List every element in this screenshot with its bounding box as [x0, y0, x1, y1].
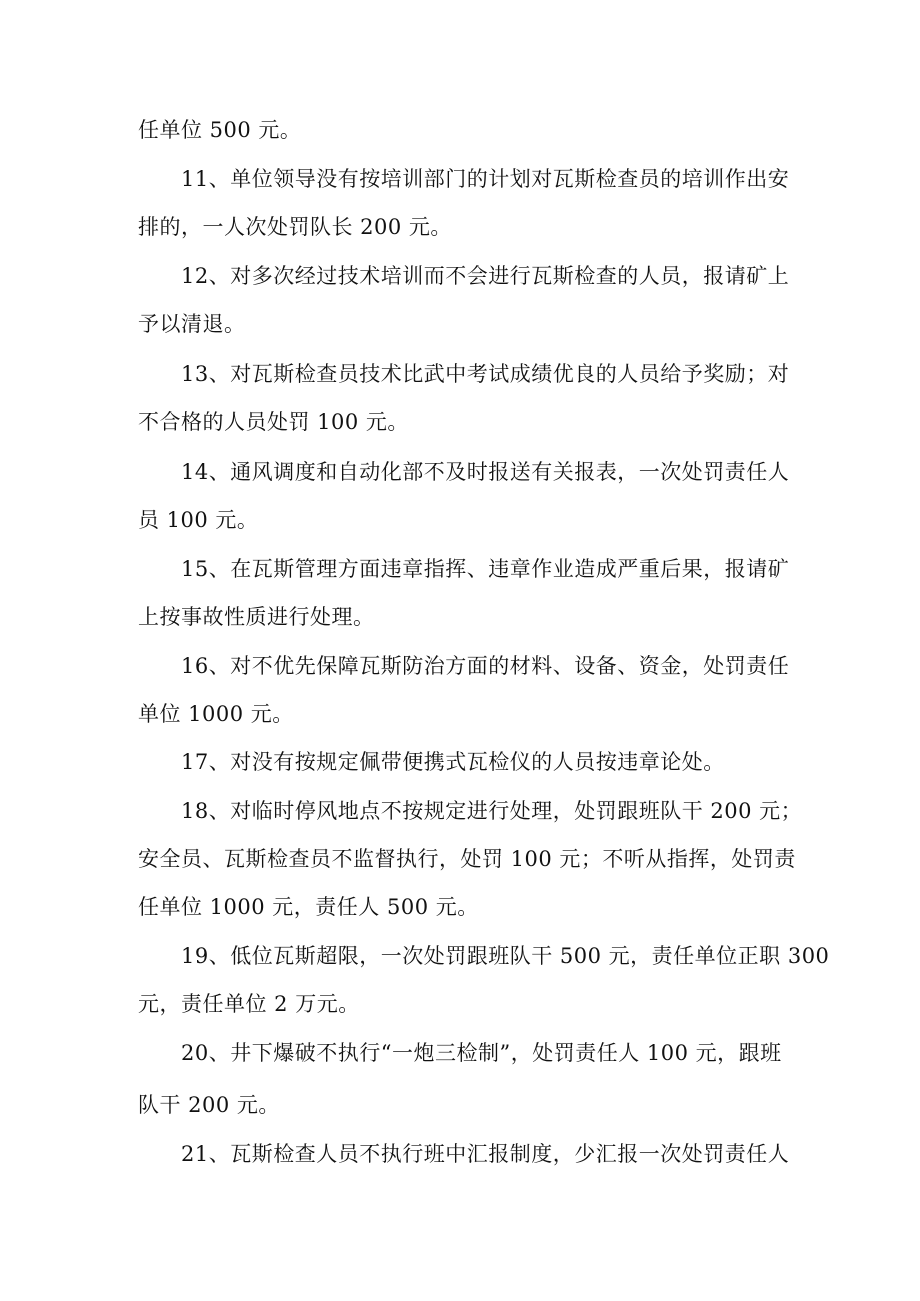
paragraph-20-line-1: 20、井下爆破不执行“一炮三检制”，处罚责任人 100 元，跟班 [181, 1041, 782, 1065]
paragraph-17-line-1: 17、对没有按规定佩带便携式瓦检仪的人员按违章论处。 [181, 750, 725, 774]
paragraph-18-line-3: 任单位 1000 元，责任人 500 元。 [138, 895, 479, 919]
paragraph-18-line-2: 安全员、瓦斯检查员不监督执行，处罚 100 元；不听从指挥，处罚责 [138, 847, 796, 871]
paragraph-19-line-2: 元，责任单位 2 万元。 [138, 992, 360, 1016]
paragraph-13-line-1: 13、对瓦斯检查员技术比武中考试成绩优良的人员给予奖励；对 [181, 362, 790, 386]
paragraph-19-line-1: 19、低位瓦斯超限，一次处罚跟班队干 500 元，责任单位正职 300 [181, 944, 830, 968]
paragraph-11-line-1: 11、单位领导没有按培训部门的计划对瓦斯检查员的培训作出安 [181, 167, 790, 191]
paragraph-15-line-1: 15、在瓦斯管理方面违章指挥、违章作业造成严重后果，报请矿 [181, 557, 790, 581]
paragraph-15-line-2: 上按事故性质进行处理。 [138, 605, 375, 629]
paragraph-16-line-2: 单位 1000 元。 [138, 702, 294, 726]
paragraph-13-line-2: 不合格的人员处罚 100 元。 [138, 410, 409, 434]
paragraph-12-line-2: 予以清退。 [138, 312, 246, 336]
paragraph-12-line-1: 12、对多次经过技术培训而不会进行瓦斯检查的人员，报请矿上 [181, 264, 790, 288]
paragraph-20-line-2: 队干 200 元。 [138, 1093, 280, 1117]
paragraph-21-line-1: 21、瓦斯检查人员不执行班中汇报制度，少汇报一次处罚责任人 [181, 1142, 790, 1166]
text-line: 任单位 500 元。 [138, 118, 302, 142]
paragraph-14-line-2: 员 100 元。 [138, 508, 259, 532]
paragraph-14-line-1: 14、通风调度和自动化部不及时报送有关报表，一次处罚责任人 [181, 460, 790, 484]
paragraph-18-line-1: 18、对临时停风地点不按规定进行处理，处罚跟班队干 200 元； [181, 799, 803, 823]
paragraph-11-line-2: 排的，一人次处罚队长 200 元。 [138, 215, 452, 239]
paragraph-16-line-1: 16、对不优先保障瓦斯防治方面的材料、设备、资金，处罚责任 [181, 654, 790, 678]
